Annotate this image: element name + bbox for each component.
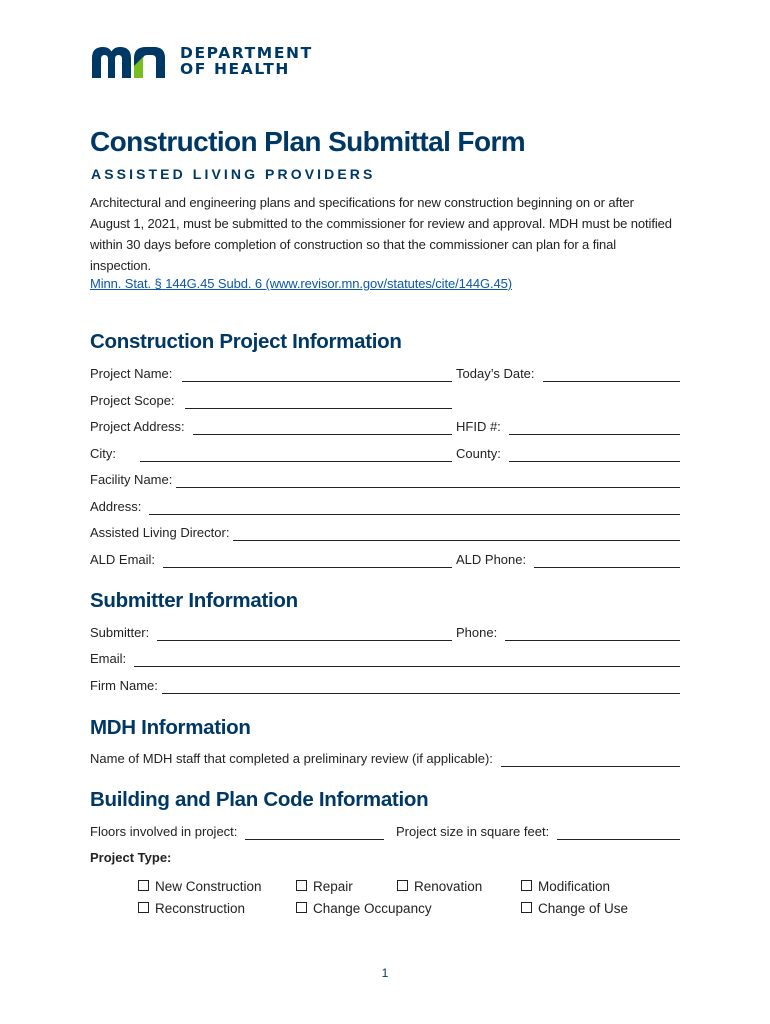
- checkbox-label: Modification: [538, 879, 611, 894]
- statute-link[interactable]: Minn. Stat. § 144G.45 Subd. 6 (www.revisor.mn.gov/statutes/cite/144G.45): [90, 276, 513, 291]
- row-address: [90, 497, 680, 517]
- phone-line[interactable]: [505, 639, 680, 641]
- project-address-label: Project Address:: [90, 419, 185, 434]
- project-name-line[interactable]: [182, 380, 452, 382]
- checkbox-box[interactable]: [296, 880, 307, 891]
- intro-paragraph: Architectural and engineering plans and specifications for new construction beginning on or after August 1, 2021, must be submitted to the commissioner for review and approval. MDH must be notified within 30 days before completion of construction so that the commissioner can plan for a final inspection.: [90, 195, 672, 273]
- project-scope-line[interactable]: [185, 407, 452, 409]
- firm-name-field[interactable]: [90, 676, 680, 696]
- size-line[interactable]: [557, 838, 680, 840]
- phone-field[interactable]: [456, 623, 680, 643]
- page-subtitle: ASSISTED LIVING PROVIDERS: [91, 166, 376, 182]
- checkbox-renovation[interactable]: [397, 879, 482, 894]
- dept-line-1: DEPARTMENT: [180, 44, 313, 62]
- todays-date-field[interactable]: [456, 364, 680, 384]
- checkbox-box[interactable]: [521, 902, 532, 913]
- address-label: Address:: [90, 499, 142, 514]
- row-ald-email: [90, 550, 680, 570]
- submitter-field[interactable]: [90, 623, 452, 643]
- size-field[interactable]: [396, 822, 680, 842]
- ald-email-line[interactable]: [163, 566, 452, 568]
- page-title: Construction Plan Submittal Form: [90, 126, 526, 157]
- ald-email-label: ALD Email:: [90, 552, 156, 567]
- todays-date-line[interactable]: [543, 380, 680, 382]
- section-heading-submitter: Submitter Information: [90, 589, 298, 612]
- checkbox-change-occupancy[interactable]: [296, 901, 432, 916]
- floors-field[interactable]: [90, 822, 384, 842]
- ald-director-line[interactable]: [233, 539, 680, 541]
- floors-line[interactable]: [245, 838, 384, 840]
- page-number: 1: [381, 966, 389, 980]
- dept-line-2: OF HEALTH: [180, 60, 290, 78]
- checkbox-box[interactable]: [521, 880, 532, 891]
- mdh-staff-line[interactable]: [501, 765, 680, 767]
- email-line[interactable]: [134, 665, 680, 667]
- checkbox-reconstruction[interactable]: [138, 901, 245, 916]
- checkbox-new-construction[interactable]: [138, 879, 262, 894]
- checkbox-change-of-use[interactable]: [521, 901, 628, 916]
- facility-name-line[interactable]: [176, 486, 680, 488]
- ald-email-field[interactable]: [90, 550, 452, 570]
- section-heading-project: Construction Project Information: [90, 330, 402, 353]
- checkbox-label: Reconstruction: [155, 901, 246, 916]
- checkbox-modification[interactable]: [521, 879, 610, 894]
- mdh-staff-field[interactable]: [90, 749, 680, 769]
- city-line[interactable]: [140, 460, 452, 462]
- ald-phone-line[interactable]: [534, 566, 680, 568]
- checkbox-label: Change of Use: [538, 901, 629, 916]
- row-project-scope: [90, 391, 680, 411]
- checkbox-repair[interactable]: [296, 879, 353, 894]
- checkbox-box[interactable]: [138, 902, 149, 913]
- checkbox-label: Change Occupancy: [313, 901, 432, 916]
- mdh-staff-label: Name of MDH staff that completed a preliminary review (if applicable):: [90, 751, 493, 766]
- ald-phone-field[interactable]: [456, 550, 680, 570]
- row-mdh-staff: [90, 749, 680, 769]
- floors-label: Floors involved in project:: [90, 824, 238, 839]
- city-label: City:: [90, 446, 116, 461]
- row-ald-director: [90, 523, 680, 543]
- county-field[interactable]: [456, 444, 680, 464]
- firm-name-label: Firm Name:: [90, 678, 158, 693]
- row-project-address: [90, 417, 680, 437]
- checkbox-label: New Construction: [155, 879, 262, 894]
- hfid-field[interactable]: [456, 417, 680, 437]
- size-label: Project size in square feet:: [396, 824, 550, 839]
- submitter-line[interactable]: [157, 639, 452, 641]
- hfid-line[interactable]: [509, 433, 680, 435]
- email-field[interactable]: [90, 649, 680, 669]
- row-project-name: [90, 364, 680, 384]
- project-name-label: Project Name:: [90, 366, 173, 381]
- project-address-line[interactable]: [193, 433, 452, 435]
- checkbox-box[interactable]: [296, 902, 307, 913]
- project-address-field[interactable]: [90, 417, 452, 437]
- row-floors-size: [90, 822, 680, 842]
- ald-phone-label: ALD Phone:: [456, 552, 527, 567]
- submitter-label: Submitter:: [90, 625, 150, 640]
- checkbox-box[interactable]: [138, 880, 149, 891]
- checkbox-label: Renovation: [414, 879, 483, 894]
- ald-director-label: Assisted Living Director:: [90, 525, 230, 540]
- section-heading-building: Building and Plan Code Information: [90, 788, 429, 811]
- email-label: Email:: [90, 651, 127, 666]
- ald-director-field[interactable]: [90, 523, 680, 543]
- city-field[interactable]: [90, 444, 452, 464]
- phone-label: Phone:: [456, 625, 498, 640]
- project-type-label: Project Type:: [90, 850, 172, 865]
- hfid-label: HFID #:: [456, 419, 501, 434]
- county-line[interactable]: [509, 460, 680, 462]
- project-scope-field[interactable]: [90, 391, 452, 411]
- project-scope-label: Project Scope:: [90, 393, 175, 408]
- facility-name-field[interactable]: [90, 470, 680, 490]
- mn-logo-icon: [90, 44, 172, 78]
- checkbox-label: Repair: [313, 879, 353, 894]
- row-firm-name: [90, 676, 680, 696]
- address-field[interactable]: [90, 497, 680, 517]
- address-line[interactable]: [149, 513, 680, 515]
- firm-name-line[interactable]: [162, 692, 680, 694]
- row-facility-name: [90, 470, 680, 490]
- county-label: County:: [456, 446, 501, 461]
- row-submitter: [90, 623, 680, 643]
- project-name-field[interactable]: [90, 364, 452, 384]
- checkbox-box[interactable]: [397, 880, 408, 891]
- mdh-logo: [90, 44, 313, 78]
- row-email: [90, 649, 680, 669]
- section-heading-mdh: MDH Information: [90, 716, 251, 739]
- facility-name-label: Facility Name:: [90, 472, 173, 487]
- row-city: [90, 444, 680, 464]
- todays-date-label: Today’s Date:: [456, 366, 535, 381]
